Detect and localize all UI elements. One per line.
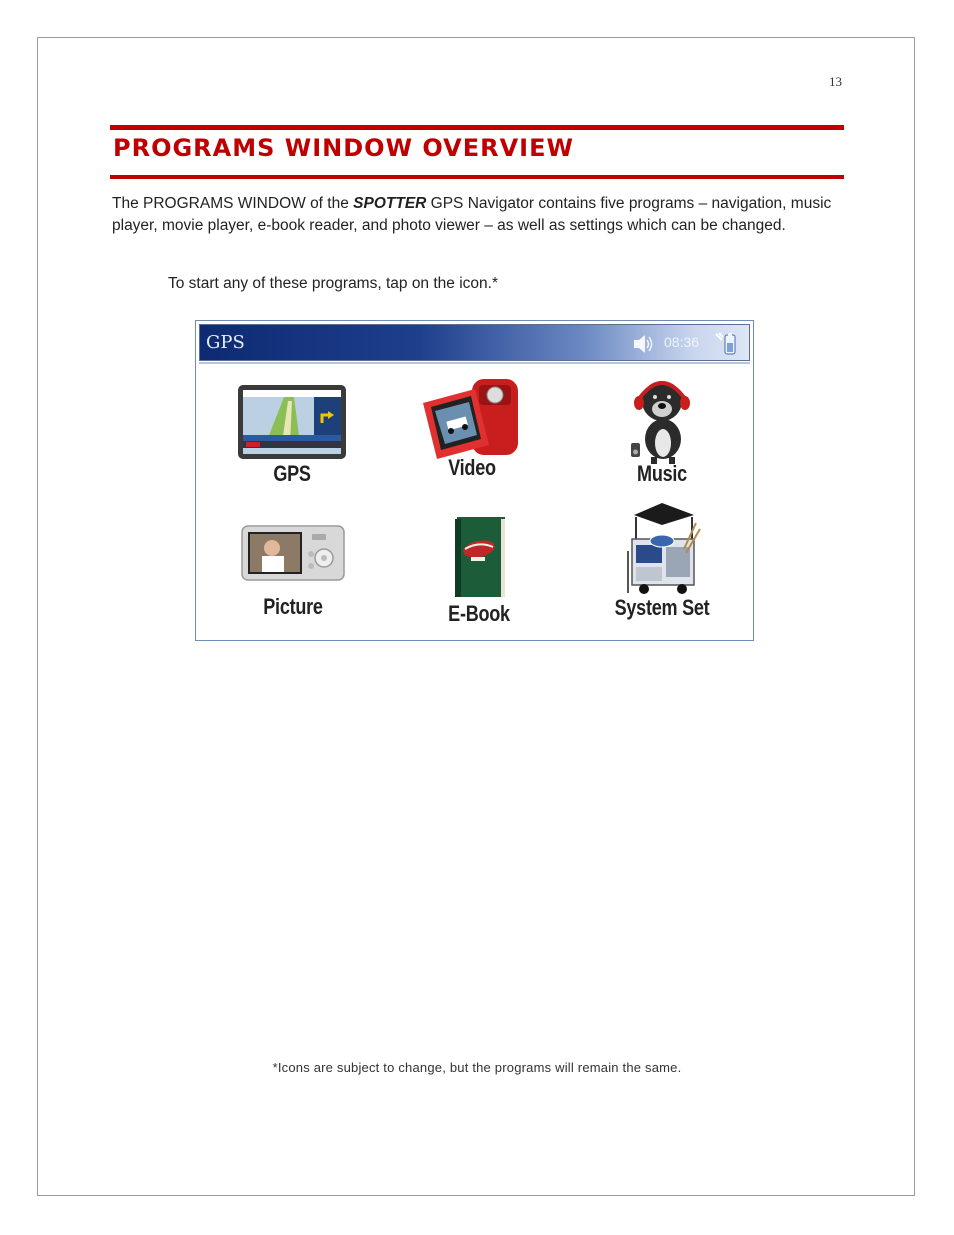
gps-device-icon <box>236 383 348 461</box>
video-camera-icon <box>417 373 527 461</box>
window-titlebar <box>199 324 750 361</box>
program-music[interactable] <box>602 373 722 487</box>
window-title: GPS <box>206 332 245 353</box>
intro-paragraph <box>112 193 837 237</box>
title-rule-bottom <box>110 175 844 179</box>
dog-headphones-icon <box>627 373 697 465</box>
title-rule-top <box>110 125 844 130</box>
page-number: 13 <box>829 74 842 89</box>
clock-time: 08:36 <box>664 334 700 350</box>
trailer-tools-icon <box>622 501 702 599</box>
program-label: E-Book <box>448 601 510 626</box>
program-label: GPS <box>273 461 311 486</box>
battery-icon[interactable] <box>714 331 740 357</box>
program-picture[interactable] <box>233 524 353 620</box>
volume-icon[interactable] <box>633 334 655 354</box>
brand-name: SPOTTER <box>353 195 427 212</box>
intro-text-start: The PROGRAMS WINDOW of the <box>112 195 354 212</box>
program-ebook[interactable] <box>419 513 539 627</box>
digital-camera-icon <box>240 524 346 582</box>
footnote: *Icons are subject to change, but the programs will remain the same. <box>272 1060 682 1075</box>
program-video[interactable] <box>412 373 532 481</box>
program-gps[interactable] <box>232 383 352 487</box>
program-label: System Set <box>614 595 710 620</box>
program-system-set[interactable] <box>602 501 722 621</box>
program-label: Picture <box>263 594 323 619</box>
green-book-icon <box>449 513 509 599</box>
titlebar-underline <box>199 362 750 364</box>
program-label: Music <box>637 461 687 486</box>
program-label: Video <box>448 455 496 480</box>
programs-window-screenshot <box>195 320 754 641</box>
instruction-text: To start any of these programs, tap on the icon.* <box>168 275 498 292</box>
intro-text-end: GPS Navigator contains five programs – navigation, music player, movie player, e-book reader, and photo viewer – as well as settings which can be changed. <box>112 195 832 234</box>
section-title: PROGRAMS WINDOW OVERVIEW <box>113 134 574 162</box>
